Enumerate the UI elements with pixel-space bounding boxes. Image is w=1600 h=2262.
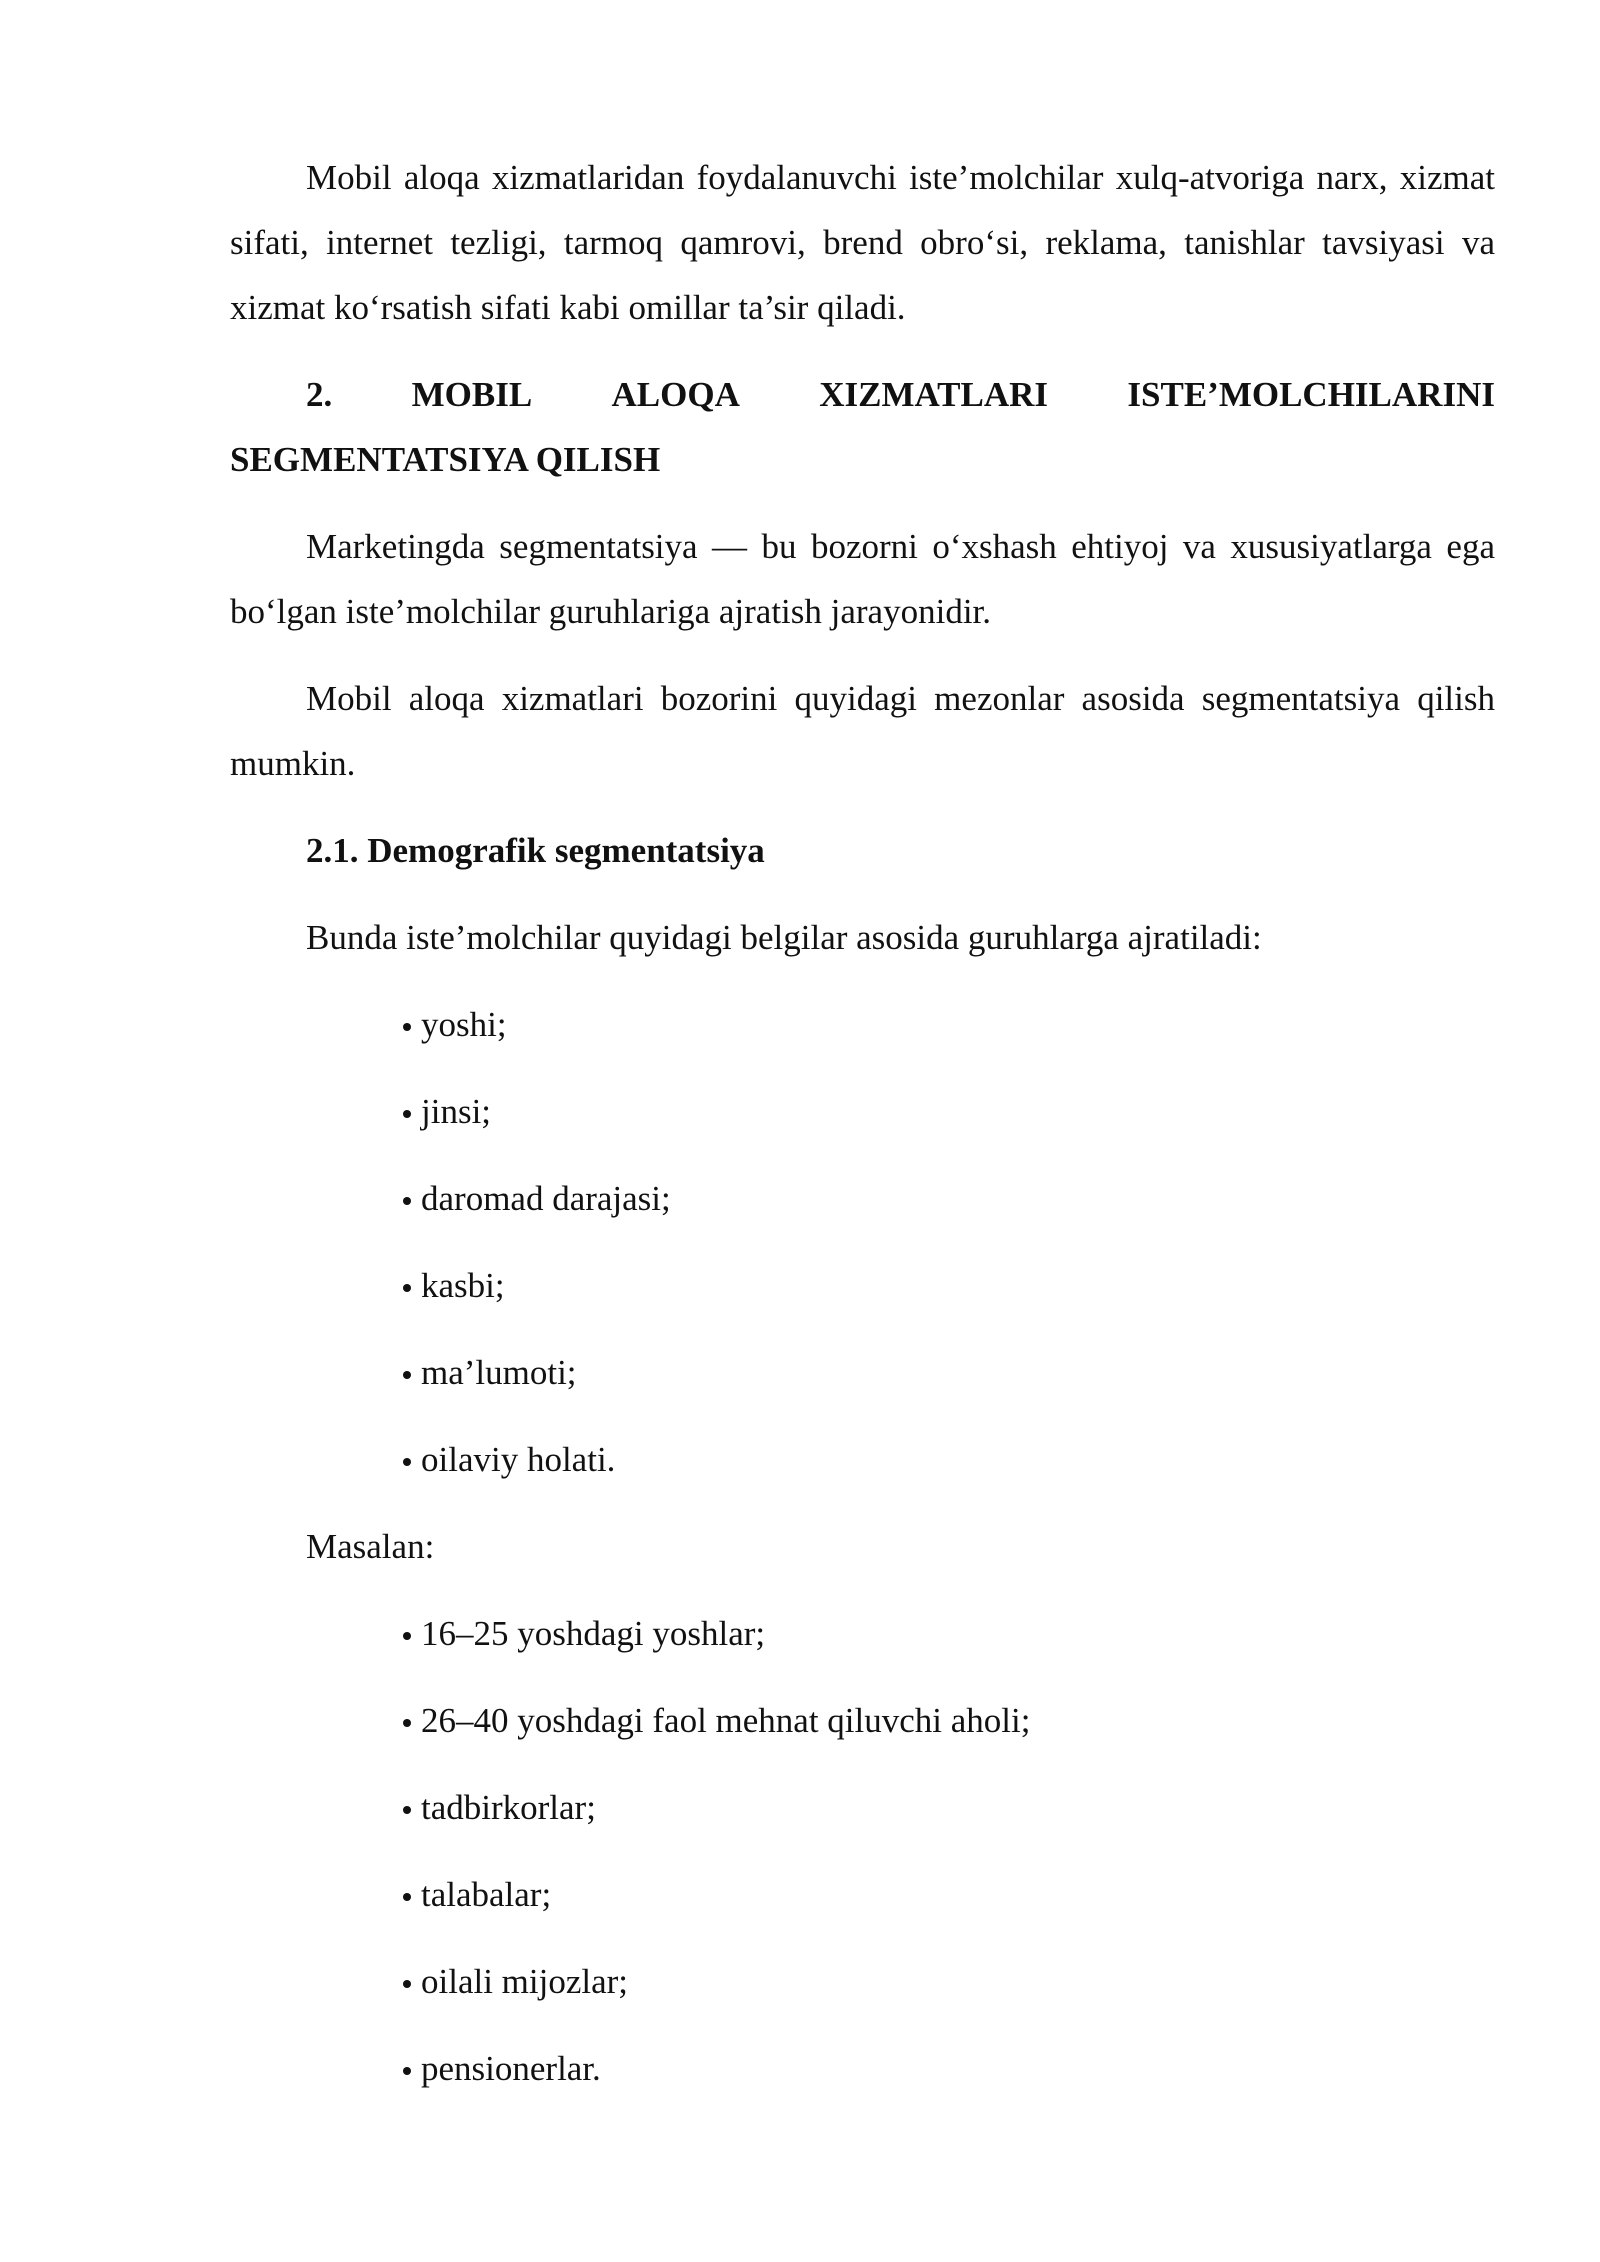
definition-paragraph: Marketingda segmentatsiya — bu bozorni o‘xshash ehtiyoj va xususiyatlarga ega bo‘lgan iste’molchilar guruhlariga ajratish jarayonidir.: [230, 527, 1495, 631]
example-label: Masalan:: [306, 1527, 435, 1566]
bullet-icon: [403, 1980, 411, 1988]
section-heading-word: ALOQA: [611, 375, 740, 414]
list-item: 16–25 yoshdagi yoshlar;: [230, 1601, 1495, 1688]
list-item: yoshi;: [230, 992, 1495, 1079]
list-item: jinsi;: [230, 1079, 1495, 1166]
list-item: kasbi;: [230, 1253, 1495, 1340]
bullet-icon: [403, 1023, 411, 1031]
demographic-criteria-list: [230, 992, 1495, 1514]
document-page: [230, 145, 1495, 2123]
bullet-icon: [403, 1893, 411, 1901]
bullet-icon: [403, 1284, 411, 1292]
bullet-icon: [403, 1458, 411, 1466]
intro-paragraph: Mobil aloqa xizmatlaridan foydalanuvchi iste’molchilar xulq-atvoriga narx, xizmat sifati, internet tezligi, tarmoq qamrovi, brend obro‘si, reklama, tanishlar tavsiyasi va xizmat ko‘rsatish sifati kabi omillar ta’sir qiladi.: [230, 158, 1495, 327]
bullet-icon: [403, 1371, 411, 1379]
bullet-icon: [403, 1632, 411, 1640]
bullet-icon: [403, 2067, 411, 2075]
list-item: daromad darajasi;: [230, 1166, 1495, 1253]
section-heading: [230, 362, 1495, 492]
list-item: tadbirkorlar;: [230, 1775, 1495, 1862]
bullet-icon: [403, 1197, 411, 1205]
subsection-intro: Bunda iste’molchilar quyidagi belgilar asosida guruhlarga ajratiladi:: [306, 918, 1262, 957]
list-item: pensionerlar.: [230, 2036, 1495, 2123]
section-heading-word: MOBIL: [411, 375, 533, 414]
list-item: ma’lumoti;: [230, 1340, 1495, 1427]
list-item: oilaviy holati.: [230, 1427, 1495, 1514]
criteria-paragraph: Mobil aloqa xizmatlari bozorini quyidagi mezonlar asosida segmentatsiya qilish mumkin.: [230, 679, 1495, 783]
subsection-heading: 2.1. Demografik segmentatsiya: [306, 831, 765, 870]
section-heading-word: ISTE’MOLCHILARINI: [1127, 375, 1495, 414]
bullet-icon: [403, 1806, 411, 1814]
bullet-icon: [403, 1719, 411, 1727]
example-segments-list: [230, 1601, 1495, 2123]
section-heading-word: XIZMATLARI: [819, 375, 1049, 414]
bullet-icon: [403, 1110, 411, 1118]
section-number: 2.: [306, 375, 333, 414]
list-item: oilali mijozlar;: [230, 1949, 1495, 2036]
section-heading-line1: [230, 362, 1495, 427]
list-item: talabalar;: [230, 1862, 1495, 1949]
section-heading-line2: SEGMENTATSIYA QILISH: [230, 440, 661, 479]
list-item: 26–40 yoshdagi faol mehnat qiluvchi aholi;: [230, 1688, 1495, 1775]
